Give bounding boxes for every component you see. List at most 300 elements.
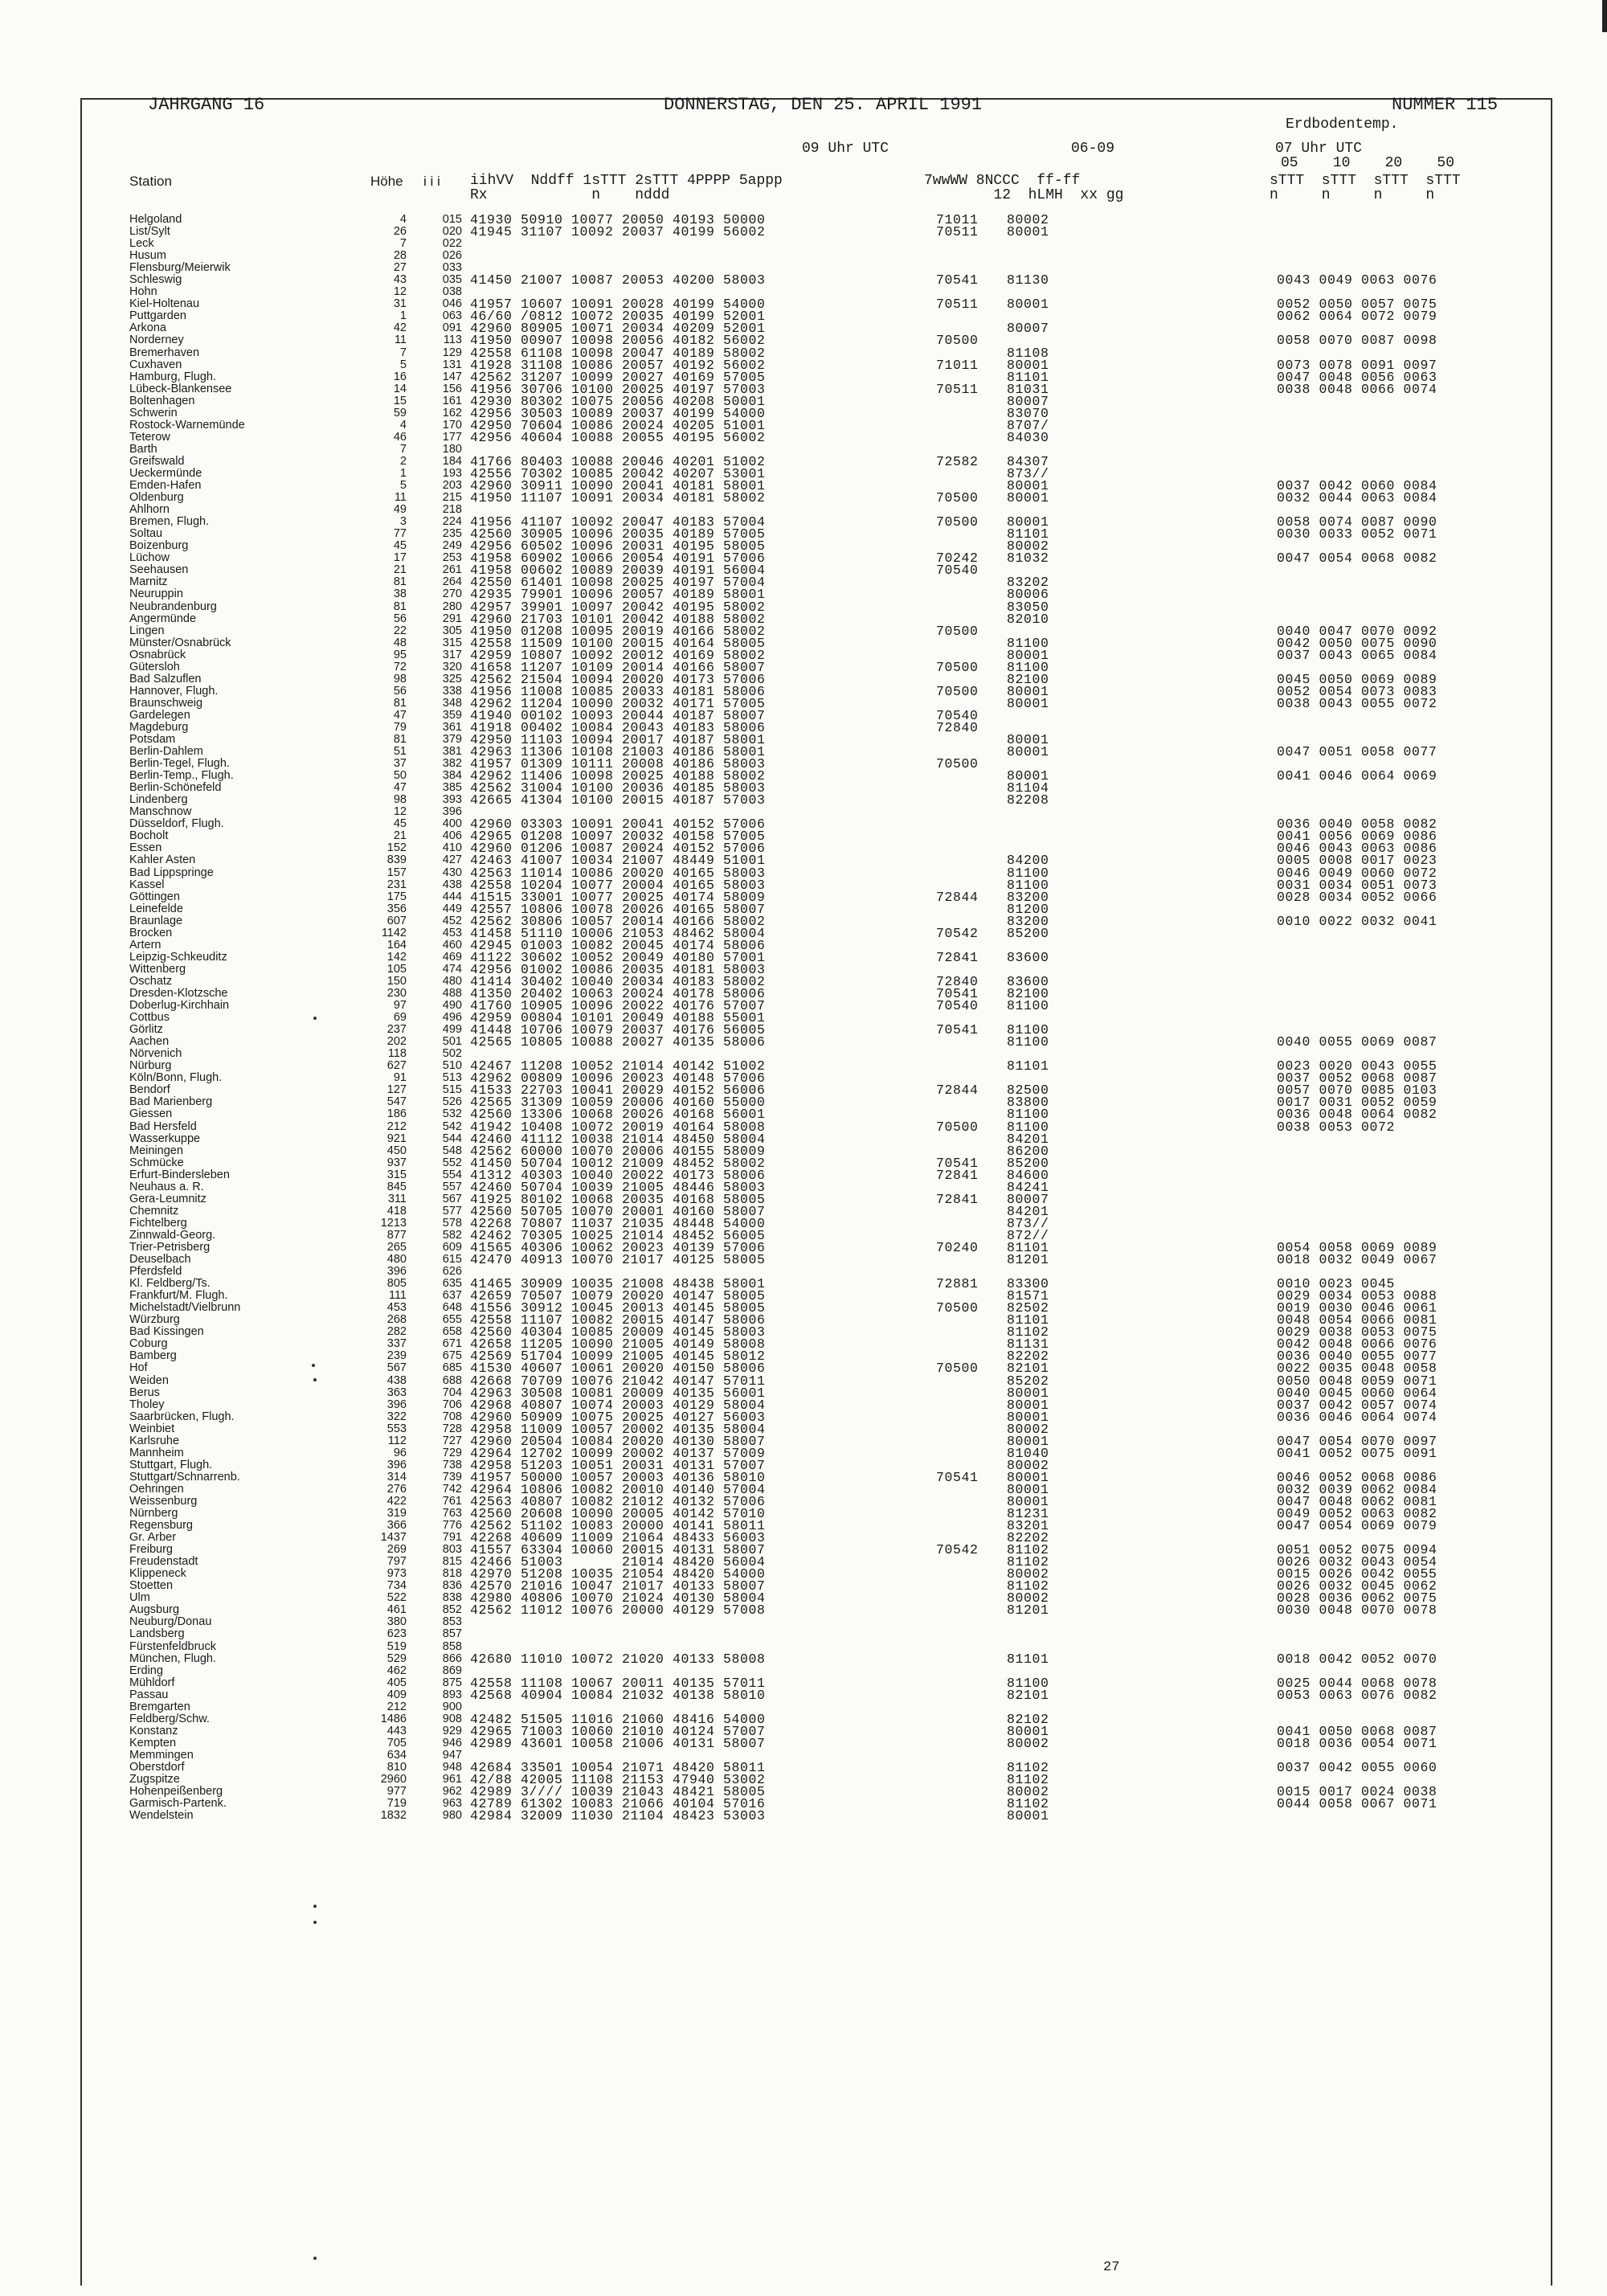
cloud-group: 872// [1007, 1227, 1049, 1243]
soil-temps: 0005 0008 0017 0023 [1277, 853, 1437, 869]
station-index: 382 [442, 757, 462, 771]
col-soil-2: n n n n [1270, 187, 1435, 203]
soil-temps: 0047 0054 0068 0082 [1277, 550, 1437, 567]
cloud-group: 81100 [1007, 865, 1049, 881]
obs-group: 41760 10905 10096 20022 40176 57007 [470, 998, 766, 1014]
cloud-group: 80001 [1007, 297, 1049, 313]
obs-group: 42557 10806 10078 20026 40165 58007 [470, 901, 766, 917]
station-index: 038 [442, 285, 462, 299]
scan-speck [313, 2257, 317, 2260]
station-index: 567 [442, 1192, 462, 1205]
weather-group: 70240 [936, 1239, 979, 1255]
station-height: 450 [386, 1144, 407, 1157]
soil-temps: 0041 0056 0069 0086 [1277, 829, 1437, 845]
station-index: 858 [442, 1639, 462, 1653]
scan-speck [313, 1921, 317, 1924]
obs-group: 42960 03303 10091 20041 40152 57006 [470, 816, 766, 833]
cloud-group: 80001 [1007, 647, 1049, 663]
station-index: 738 [442, 1458, 462, 1471]
station-height: 186 [386, 1107, 407, 1121]
obs-group: 41942 10408 10072 20019 40164 58008 [470, 1119, 766, 1135]
station-name: Osnabrück [129, 648, 186, 661]
soil-temps: 0030 0033 0052 0071 [1277, 526, 1437, 542]
obs-group: 42789 61302 10083 21066 40104 57016 [470, 1796, 766, 1812]
obs-group: 42957 39901 10097 20042 40195 58002 [470, 599, 766, 615]
weather-group: 72841 [936, 1191, 979, 1207]
cloud-group: 81032 [1007, 550, 1049, 567]
table-row [0, 1762, 1607, 1774]
station-height: 7 [399, 346, 407, 359]
station-name: Magdeburg [129, 720, 189, 734]
obs-group: 42962 11204 10090 20032 40171 57005 [470, 695, 766, 711]
station-name: Deuselbach [129, 1253, 191, 1267]
station-height: 314 [386, 1470, 407, 1484]
table-row [0, 1810, 1607, 1822]
station-height: 127 [386, 1083, 407, 1097]
table-row [0, 927, 1607, 939]
station-name: Schleswig [129, 273, 182, 287]
obs-group: 42956 30503 10089 20037 40199 54000 [470, 405, 766, 421]
station-height: 607 [386, 914, 407, 927]
station-name: Bendorf [129, 1083, 170, 1097]
station-name: Bremen, Flugh. [129, 515, 210, 529]
station-name: Greifswald [129, 454, 185, 468]
obs-group: 41450 50704 10012 21009 48452 58002 [470, 1155, 766, 1171]
table-row [0, 707, 1607, 723]
table-row [0, 1628, 1607, 1640]
station-index: 270 [442, 587, 462, 601]
station-index: 578 [442, 1216, 462, 1230]
station-name: Erfurt-Bindersleben [129, 1168, 230, 1181]
station-index: 026 [442, 249, 462, 263]
weather-group: 70541 [936, 1022, 979, 1038]
cloud-group: 81100 [1007, 877, 1049, 893]
obs-group: 46/60 /0812 10072 20035 40199 52001 [470, 309, 766, 325]
obs-group: 42556 70302 10085 20042 40207 53001 [470, 465, 766, 481]
obs-group: 42958 51203 10051 20031 40131 57007 [470, 1457, 766, 1473]
obs-group: 41658 11207 10109 20014 40166 58007 [470, 659, 766, 675]
station-height: 96 [393, 1446, 407, 1459]
cloud-group: 82202 [1007, 1530, 1049, 1546]
station-height: 12 [393, 285, 407, 299]
obs-group: 42964 12702 10099 20002 40137 57009 [470, 1445, 766, 1461]
station-index: 803 [442, 1543, 462, 1557]
cloud-group: 81100 [1007, 1034, 1049, 1050]
station-name: Gr. Arber [129, 1531, 177, 1545]
cloud-group: 81108 [1007, 345, 1049, 361]
station-name: Bocholt [129, 829, 169, 843]
table-row [0, 949, 1607, 965]
station-index: 430 [442, 866, 462, 879]
station-name: Puttgarden [129, 309, 186, 323]
station-name: Oldenburg [129, 491, 184, 505]
station-height: 48 [393, 636, 407, 649]
station-height: 4 [399, 213, 407, 226]
station-index: 866 [442, 1651, 462, 1665]
station-height: 152 [386, 841, 407, 855]
station-name: Göttingen [129, 890, 180, 903]
obs-group: 42980 40806 10070 21024 40130 58004 [470, 1590, 766, 1606]
obs-group: 42960 20504 10084 20020 40130 58007 [470, 1433, 766, 1449]
table-row [0, 988, 1607, 1000]
station-height: 21 [393, 829, 407, 843]
station-height: 797 [386, 1555, 407, 1569]
soil-temps: 0058 0070 0087 0098 [1277, 333, 1437, 349]
time-soil: 07 Uhr UTC [1275, 141, 1363, 157]
station-index: 410 [442, 841, 462, 855]
soil-temps: 0010 0022 0032 0041 [1277, 913, 1437, 929]
scan-speck [313, 1905, 317, 1908]
station-name: Bad Kissingen [129, 1325, 204, 1339]
cloud-group: 8707/ [1007, 417, 1049, 433]
cloud-group: 81101 [1007, 1312, 1049, 1328]
obs-group: 42658 11205 10090 21005 40149 58008 [470, 1336, 766, 1353]
station-height: 202 [386, 1035, 407, 1049]
station-index: 648 [442, 1301, 462, 1315]
soil-temps: 0046 0052 0068 0086 [1277, 1469, 1437, 1485]
obs-group: 42563 11014 10086 20020 40165 58003 [470, 865, 766, 881]
table-row [0, 1411, 1607, 1423]
obs-group: 41956 41107 10092 20047 40183 57004 [470, 514, 766, 530]
soil-temps: 0037 0042 0055 0060 [1277, 1760, 1437, 1775]
time-wind: 06-09 [1071, 141, 1115, 157]
cloud-group: 80001 [1007, 683, 1049, 699]
obs-group: 42568 40904 10084 21032 40138 58010 [470, 1687, 766, 1703]
station-height: 719 [386, 1797, 407, 1811]
station-name: Barth [129, 442, 157, 456]
obs-group: 42570 21016 10047 21017 40133 58007 [470, 1578, 766, 1594]
station-height: 157 [386, 866, 407, 879]
station-index: 671 [442, 1337, 462, 1351]
station-index: 962 [442, 1785, 462, 1799]
soil-temps: 0050 0048 0059 0071 [1277, 1373, 1437, 1389]
station-name: Aachen [129, 1035, 170, 1049]
station-index: 224 [442, 515, 462, 529]
station-index: 022 [442, 237, 462, 251]
station-index: 393 [442, 793, 462, 807]
station-height: 845 [386, 1180, 407, 1193]
obs-group: 41530 40607 10061 20020 40150 58006 [470, 1361, 766, 1377]
station-index: 499 [442, 1023, 462, 1037]
soil-temps: 0026 0032 0045 0062 [1277, 1578, 1437, 1594]
cloud-group: 80002 [1007, 1566, 1049, 1582]
station-name: Zinnwald-Georg. [129, 1228, 216, 1242]
soil-temps: 0040 0047 0070 0092 [1277, 623, 1437, 639]
weather-group: 70500 [936, 514, 979, 530]
soil-temps: 0036 0046 0064 0074 [1277, 1409, 1437, 1425]
station-name: Garmisch-Partenk. [129, 1797, 227, 1811]
cloud-group: 85202 [1007, 1373, 1049, 1389]
station-height: 11 [394, 334, 407, 347]
station-index: 728 [442, 1422, 462, 1435]
station-name: Oschatz [129, 974, 173, 988]
soil-temps: 0010 0023 0045 [1277, 1276, 1396, 1292]
station-index: 177 [442, 430, 462, 444]
obs-group: 41565 40306 10062 20023 40139 57006 [470, 1239, 766, 1255]
station-height: 42 [393, 321, 407, 335]
station-index: 510 [442, 1059, 462, 1073]
cloud-group: 82101 [1007, 1361, 1049, 1377]
station-index: 325 [442, 672, 462, 686]
cloud-group: 80001 [1007, 1409, 1049, 1425]
obs-group: 41557 63304 10060 20015 40131 58007 [470, 1542, 766, 1558]
table-row [0, 746, 1607, 758]
obs-group: 42962 11406 10098 20025 40188 58002 [470, 768, 766, 784]
obs-group: 41450 21007 10087 20053 40200 58003 [470, 272, 766, 289]
weather-group: 70500 [936, 756, 979, 772]
station-name: Weiden [129, 1373, 169, 1387]
station-name: Kl. Feldberg/Ts. [129, 1277, 211, 1291]
table-row [0, 1133, 1607, 1145]
station-name: List/Sylt [129, 225, 170, 239]
weather-group: 70500 [936, 659, 979, 675]
station-name: Husum [129, 249, 166, 263]
obs-group: 42560 20608 10090 20005 40142 57010 [470, 1506, 766, 1522]
obs-group: 42470 40913 10070 21017 40125 58005 [470, 1252, 766, 1268]
station-name: Mannheim [129, 1446, 184, 1459]
station-index: 980 [442, 1809, 462, 1823]
station-height: 1832 [380, 1809, 407, 1823]
station-name: Potsdam [129, 733, 176, 747]
station-height: 11 [394, 491, 407, 505]
soil-temps: 0058 0074 0087 0090 [1277, 514, 1437, 530]
station-height: 212 [386, 1119, 407, 1133]
soil-temps: 0045 0050 0069 0089 [1277, 671, 1437, 687]
table-row [0, 453, 1607, 469]
header-date: DONNERSTAG, DEN 25. APRIL 1991 [664, 95, 983, 115]
obs-group: 42680 11010 10072 21020 40133 58008 [470, 1651, 766, 1667]
obs-group: 42558 61108 10098 20047 40189 58002 [470, 345, 766, 361]
station-name: Flensburg/Meierwik [129, 261, 231, 275]
station-height: 231 [386, 878, 407, 891]
soil-temps: 0062 0064 0072 0079 [1277, 309, 1437, 325]
station-index: 449 [442, 902, 462, 915]
soil-temps: 0047 0054 0070 0097 [1277, 1433, 1437, 1449]
station-name: Kassel [129, 878, 165, 891]
cloud-group: 81102 [1007, 1324, 1049, 1340]
station-height: 77 [393, 527, 407, 541]
station-height: 45 [393, 539, 407, 553]
station-index: 637 [442, 1289, 462, 1303]
weather-group: 70242 [936, 550, 979, 567]
station-name: Berlin-Tegel, Flugh. [129, 757, 230, 771]
soil-temps: 0043 0049 0063 0076 [1277, 272, 1437, 289]
station-name: Neubrandenburg [129, 600, 217, 613]
station-name: Passau [129, 1688, 169, 1701]
scan-speck [313, 1378, 317, 1381]
station-height: 522 [386, 1591, 407, 1605]
table-row [0, 1215, 1607, 1231]
station-index: 235 [442, 527, 462, 541]
cloud-group: 80001 [1007, 1397, 1049, 1413]
station-height: 461 [386, 1603, 407, 1617]
obs-group: 41350 20402 10063 20024 40178 58006 [470, 986, 766, 1001]
obs-group: 41956 30706 10100 20025 40197 57003 [470, 381, 766, 397]
station-height: 5 [399, 479, 407, 493]
station-table [0, 214, 1607, 1822]
cloud-group: 80006 [1007, 587, 1049, 603]
soil-temps: 0029 0034 0053 0088 [1277, 1288, 1437, 1304]
weather-group: 70511 [936, 224, 979, 240]
station-name: Frankfurt/M. Flugh. [129, 1289, 228, 1303]
obs-group: 41940 00102 10093 20044 40187 58007 [470, 707, 766, 723]
obs-group: 42560 50705 10070 20001 40160 58007 [470, 1203, 766, 1219]
station-index: 020 [442, 225, 462, 239]
obs-group: 41957 10607 10091 20028 40199 54000 [470, 297, 766, 313]
cloud-group: 83200 [1007, 889, 1049, 905]
cloud-group: 83600 [1007, 973, 1049, 989]
obs-group: 42930 80302 10075 20056 40208 50001 [470, 393, 766, 409]
station-height: 21 [393, 563, 407, 577]
station-name: Wittenberg [129, 962, 186, 976]
station-index: 818 [442, 1567, 462, 1581]
station-height: 28 [393, 249, 407, 263]
station-index: 929 [442, 1724, 462, 1737]
station-height: 7 [399, 442, 407, 456]
station-height: 230 [386, 987, 407, 1000]
cloud-group: 80001 [1007, 490, 1049, 506]
station-name: Bremgarten [129, 1700, 190, 1713]
station-name: Bad Salzuflen [129, 672, 202, 686]
obs-group: 42/88 42005 11108 21153 47940 53002 [470, 1772, 766, 1788]
station-height: 212 [386, 1700, 407, 1713]
table-row [0, 719, 1607, 735]
station-height: 81 [393, 696, 407, 710]
table-row [0, 1145, 1607, 1157]
station-index: 015 [442, 213, 462, 226]
station-name: München, Flugh. [129, 1651, 217, 1665]
weather-group: 72841 [936, 1167, 979, 1183]
soil-temps: 0030 0048 0070 0078 [1277, 1602, 1437, 1619]
station-name: Saarbrücken, Flugh. [129, 1410, 235, 1423]
header-number: NUMMER 115 [1392, 95, 1499, 115]
station-name: Boltenhagen [129, 394, 195, 407]
scan-speck [313, 1017, 317, 1020]
cloud-group: 81101 [1007, 1239, 1049, 1255]
station-index: 869 [442, 1664, 462, 1677]
station-name: Leipzig-Schkeuditz [129, 950, 227, 964]
station-index: 708 [442, 1410, 462, 1423]
station-name: Düsseldorf, Flugh. [129, 817, 224, 831]
station-name: Kiel-Holtenau [129, 297, 200, 311]
station-name: Weinbiet [129, 1422, 175, 1435]
station-height: 15 [393, 394, 407, 407]
station-height: 810 [386, 1761, 407, 1774]
station-name: Leck [129, 237, 154, 251]
obs-group: 42959 00804 10101 20049 40188 55001 [470, 1010, 766, 1026]
station-name: Gera-Leumnitz [129, 1192, 206, 1205]
station-height: 322 [386, 1410, 407, 1423]
obs-group: 42959 10807 10092 20012 40169 58002 [470, 647, 766, 663]
weather-group: 72844 [936, 889, 979, 905]
station-height: 356 [386, 902, 407, 915]
soil-temps: 0018 0032 0049 0067 [1277, 1252, 1437, 1268]
weather-group: 70511 [936, 297, 979, 313]
station-name: Berlin-Dahlem [129, 745, 203, 759]
cloud-group: 80001 [1007, 1481, 1049, 1497]
station-index: 180 [442, 442, 462, 456]
cloud-group: 80001 [1007, 695, 1049, 711]
station-index: 305 [442, 624, 462, 637]
station-height: 315 [386, 1168, 407, 1181]
cloud-group: 80007 [1007, 1191, 1049, 1207]
soil-temps: 0053 0063 0076 0082 [1277, 1687, 1437, 1703]
station-height: 49 [393, 503, 407, 517]
cloud-group: 80007 [1007, 321, 1049, 337]
station-height: 91 [393, 1071, 407, 1085]
station-name: Würzburg [129, 1313, 180, 1327]
station-name: Neuruppin [129, 587, 183, 601]
station-index: 739 [442, 1470, 462, 1484]
station-height: 805 [386, 1277, 407, 1291]
table-row [0, 1000, 1607, 1012]
cloud-group: 81031 [1007, 381, 1049, 397]
station-height: 26 [393, 225, 407, 239]
station-name: Augsburg [129, 1603, 180, 1617]
cloud-group: 81102 [1007, 1542, 1049, 1558]
obs-group: 42956 60502 10096 20031 40195 58005 [470, 538, 766, 555]
station-index: 385 [442, 781, 462, 795]
station-height: 269 [386, 1543, 407, 1557]
col-iii: i i i [423, 174, 440, 189]
cloud-group: 84600 [1007, 1167, 1049, 1183]
cloud-group: 82100 [1007, 671, 1049, 687]
station-index: 544 [442, 1132, 462, 1145]
soil-depths: 05 10 20 50 [1281, 155, 1455, 171]
obs-group: 42964 10806 10082 20010 40140 57004 [470, 1481, 766, 1497]
table-row [0, 1520, 1607, 1532]
station-height: 977 [386, 1785, 407, 1799]
station-name: Hof [129, 1361, 148, 1375]
soil-temps: 0040 0045 0060 0064 [1277, 1385, 1437, 1401]
station-name: Freiburg [129, 1543, 173, 1557]
station-index: 532 [442, 1107, 462, 1121]
weather-group: 70542 [936, 1542, 979, 1558]
station-index: 742 [442, 1482, 462, 1496]
station-height: 56 [393, 612, 407, 625]
station-index: 348 [442, 696, 462, 710]
soil-temps: 0029 0038 0053 0075 [1277, 1324, 1437, 1340]
soil-temps: 0052 0054 0073 0083 [1277, 683, 1437, 699]
station-height: 1 [399, 309, 407, 323]
station-index: 501 [442, 1035, 462, 1049]
cloud-group: 81102 [1007, 1578, 1049, 1594]
soil-temps: 0051 0052 0075 0094 [1277, 1542, 1437, 1558]
station-name: Karlsruhe [129, 1434, 180, 1447]
station-height: 319 [386, 1507, 407, 1520]
weather-group: 70541 [936, 1469, 979, 1485]
cloud-group: 81101 [1007, 1651, 1049, 1667]
cloud-group: 81231 [1007, 1506, 1049, 1522]
table-row [0, 1737, 1607, 1750]
soil-temps: 0018 0042 0052 0070 [1277, 1651, 1437, 1667]
obs-group: 41945 31107 10092 20037 40199 56002 [470, 224, 766, 240]
cloud-group: 80002 [1007, 1457, 1049, 1473]
station-name: Wasserkuppe [129, 1132, 201, 1145]
obs-group: 42558 11509 10100 20015 40164 58005 [470, 635, 766, 651]
obs-group: 42558 10204 10077 20004 40165 58003 [470, 877, 766, 893]
cloud-group: 80001 [1007, 732, 1049, 748]
soil-temps: 0042 0048 0066 0076 [1277, 1336, 1437, 1353]
cloud-group: 81101 [1007, 526, 1049, 542]
station-index: 946 [442, 1736, 462, 1750]
station-name: Giessen [129, 1107, 173, 1121]
cloud-group: 81102 [1007, 1772, 1049, 1788]
soil-temps: 0026 0032 0043 0054 [1277, 1554, 1437, 1570]
weather-group: 70500 [936, 333, 979, 349]
station-name: Essen [129, 841, 162, 855]
soil-temps: 0049 0052 0063 0082 [1277, 1506, 1437, 1522]
